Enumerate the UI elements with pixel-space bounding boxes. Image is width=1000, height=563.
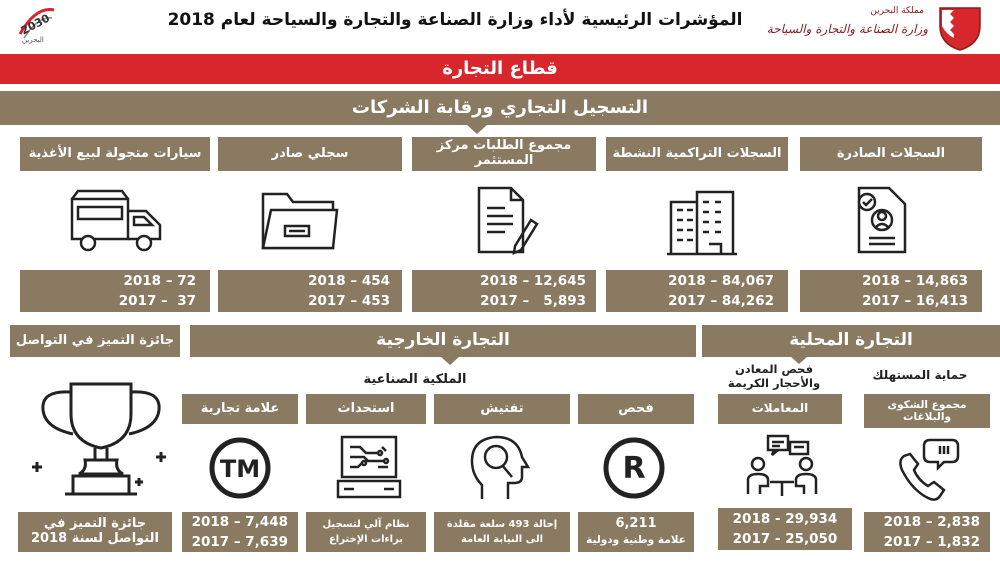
ministry-logo-name: وزارة الصناعة والتجارة والسياحة [766,22,928,36]
value-2017: 2017 – 1,832 [883,534,980,550]
card-values-issued-records [800,270,982,312]
inspection-line2: الى النيابة العامة [460,534,544,545]
values-trademark [182,512,298,552]
registered-icon [600,434,668,502]
value-2018: 2018 – 7,448 [191,514,288,530]
section-title-foreign-trade: التجارة الخارجية [190,325,696,357]
value-2018: 2018 – 72 [123,273,196,289]
trademark-icon [206,434,274,502]
values-complaints [864,512,990,552]
inspection-line1: إحالة 493 سلعة مقلدة [446,519,558,530]
value-2018: 2018 - 29,934 [732,511,838,527]
page-title: المؤشرات الرئيسية لأداء وزارة الصناعة والتجارة والسياحة لعام 2018 [167,10,743,30]
svg-text:R: R [622,451,646,486]
award-header: جائزة التميز في التواصل [10,325,180,357]
section-title-local-trade: التجارة المحلية [702,325,1000,357]
innovation-line2: براءات الإختراع [328,534,404,545]
section-title-registration: التسجيل التجاري ورقابة الشركات [0,91,1000,125]
meeting-icon [742,432,822,502]
magnifier-head-icon [466,432,538,504]
value-2017: 2017 – 84,262 [668,293,774,309]
value-2018: 2018 – 2,838 [883,514,980,530]
card-label-investor-requests: مجموع الطلبات مركز المستثمر [412,137,596,171]
document-pen-icon [468,180,544,260]
value-2017: 2017 – 7,639 [191,534,288,550]
vision-2030-number: 2030 [18,11,52,38]
phone-chat-icon [892,432,964,504]
section-pointer-icon [440,356,460,365]
card-values-investor-requests [412,270,596,312]
gems-inspection-title: فحص المعادن والأحجار الكريمة [727,362,821,390]
card-values-food-trucks [20,270,210,312]
section-pointer-icon [466,124,488,134]
label-inspection: تفتيش [434,394,570,424]
award-text: جائزة التميز في التواصل لسنة 2018 [18,512,172,552]
label-examination: فحص [578,394,694,424]
bahrain-emblem-icon [934,4,986,52]
value-2017: 2017 – 37 [118,293,196,309]
value-2018: 2018 – 12,645 [480,273,586,289]
values-inspection [434,512,570,552]
food-truck-icon [66,184,166,256]
examination-line1: 6,211 [615,516,657,531]
card-label-food-trucks: سيارات متجولة لبيع الأغذية [20,137,210,171]
examination-line2: علامة وطنية ودولية [586,534,686,546]
value-2018: 2018 – 84,067 [668,273,774,289]
card-label-sijili: سجلي صادر [218,137,402,171]
consumer-protection-title: حماية المستهلك [872,368,968,382]
certificate-icon [846,180,916,260]
label-transactions: المعاملات [718,394,842,424]
vision-2030-caption: البحرين [22,36,44,44]
ministry-logo-kingdom: مملكة البحرين [870,6,924,16]
label-complaints: مجموع الشكوى والبلاغات [864,394,990,428]
label-innovation: استحداث [306,394,426,424]
svg-text:TM: TM [219,455,261,483]
innovation-line1: نظام آلي لتسجيل [322,519,410,530]
card-values-active-records [606,270,788,312]
value-2017: 2017 – 453 [308,293,390,309]
values-transactions [718,508,852,550]
card-label-issued-records: السجلات الصادرة [800,137,982,171]
building-icon [662,182,742,258]
industrial-property-title: الملكية الصناعية [363,372,467,387]
value-2018: 2018 – 14,863 [862,273,968,289]
card-label-active-records: السجلات التراكمية النشطة [606,137,788,171]
value-2017: 2017 - 25,050 [732,531,838,547]
label-trademark: علامة تجارية [182,394,298,424]
value-2017: 2017 – 16,413 [862,293,968,309]
card-values-sijili [218,270,402,312]
value-2018: 2018 – 454 [308,273,390,289]
sector-banner: قطاع التجارة [0,54,1000,84]
value-2017: 2017 – 5,893 [480,293,586,309]
values-examination [578,512,694,552]
vision-2030-logo [14,4,58,48]
trophy-icon [26,376,176,508]
computer-circuit-icon [334,432,404,504]
folder-icon [256,184,346,256]
ministry-logo [766,4,986,52]
values-innovation [306,512,426,552]
